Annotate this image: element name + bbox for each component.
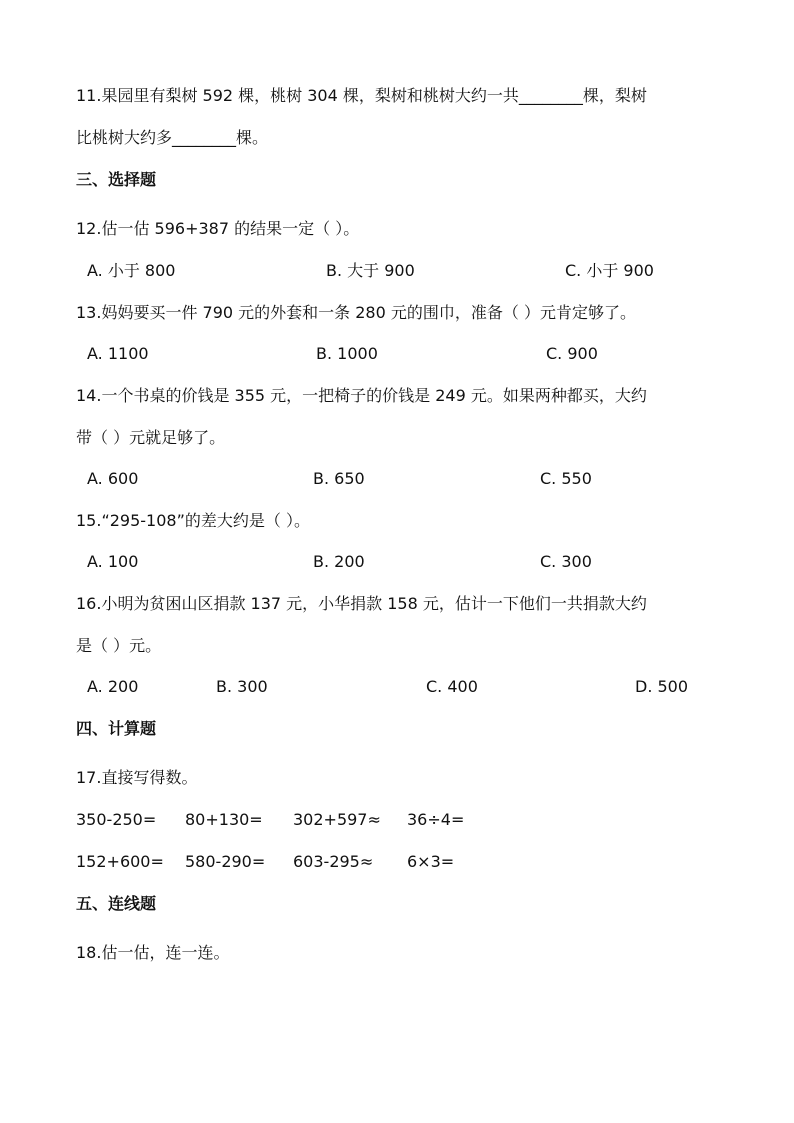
q13-option-c: C. 900 <box>546 344 598 363</box>
question-11-line-1: 11.果园里有梨树 592 棵，桃树 304 棵，梨树和桃树大约一共________棵，梨树 <box>76 86 647 105</box>
q14-option-c: C. 550 <box>540 469 592 488</box>
calc-item: 6×3= <box>407 852 455 871</box>
question-13: 13.妈妈要买一件 790 元的外套和一条 280 元的围巾，准备（ ）元肯定够了。 <box>76 303 636 322</box>
q15-option-b: B. 200 <box>313 552 365 571</box>
calc-item: 350-250= <box>76 810 157 829</box>
section-heading-calculation: 四、计算题 <box>76 719 157 738</box>
q14-option-b: B. 650 <box>313 469 365 488</box>
section-heading-choice: 三、选择题 <box>76 170 157 189</box>
question-18: 18.估一估，连一连。 <box>76 943 230 962</box>
q13-option-b: B. 1000 <box>316 344 378 363</box>
question-14-line-2: 带（ ）元就足够了。 <box>76 428 226 447</box>
question-16-line-1: 16.小明为贫困山区捐款 137 元，小华捐款 158 元，估计一下他们一共捐款大约 <box>76 594 647 613</box>
q15-option-a: A. 100 <box>87 552 139 571</box>
q13-option-a: A. 1100 <box>87 344 149 363</box>
calc-item: 580-290= <box>185 852 266 871</box>
question-14-line-1: 14.一个书桌的价钱是 355 元，一把椅子的价钱是 249 元。如果两种都买，大约 <box>76 386 647 405</box>
calc-item: 302+597≈ <box>293 810 381 829</box>
section-heading-matching: 五、连线题 <box>76 894 157 913</box>
q16-option-d: D. 500 <box>635 677 689 696</box>
calc-item: 36÷4= <box>407 810 465 829</box>
calc-item: 80+130= <box>185 810 263 829</box>
q15-option-c: C. 300 <box>540 552 592 571</box>
q12-option-b: B. 大于 900 <box>326 261 415 280</box>
q16-option-c: C. 400 <box>426 677 478 696</box>
question-17: 17.直接写得数。 <box>76 768 198 787</box>
calc-item: 603-295≈ <box>293 852 374 871</box>
q12-option-c: C. 小于 900 <box>565 261 654 280</box>
question-11-line-2: 比桃树大约多________棵。 <box>76 128 269 147</box>
q16-option-b: B. 300 <box>216 677 268 696</box>
q14-option-a: A. 600 <box>87 469 139 488</box>
calc-item: 152+600= <box>76 852 164 871</box>
q16-option-a: A. 200 <box>87 677 139 696</box>
question-12: 12.估一估 596+387 的结果一定（ ）。 <box>76 219 360 238</box>
q12-option-a: A. 小于 800 <box>87 261 176 280</box>
question-16-line-2: 是（ ）元。 <box>76 636 162 655</box>
question-15: 15.“295-108”的差大约是（ ）。 <box>76 511 310 530</box>
